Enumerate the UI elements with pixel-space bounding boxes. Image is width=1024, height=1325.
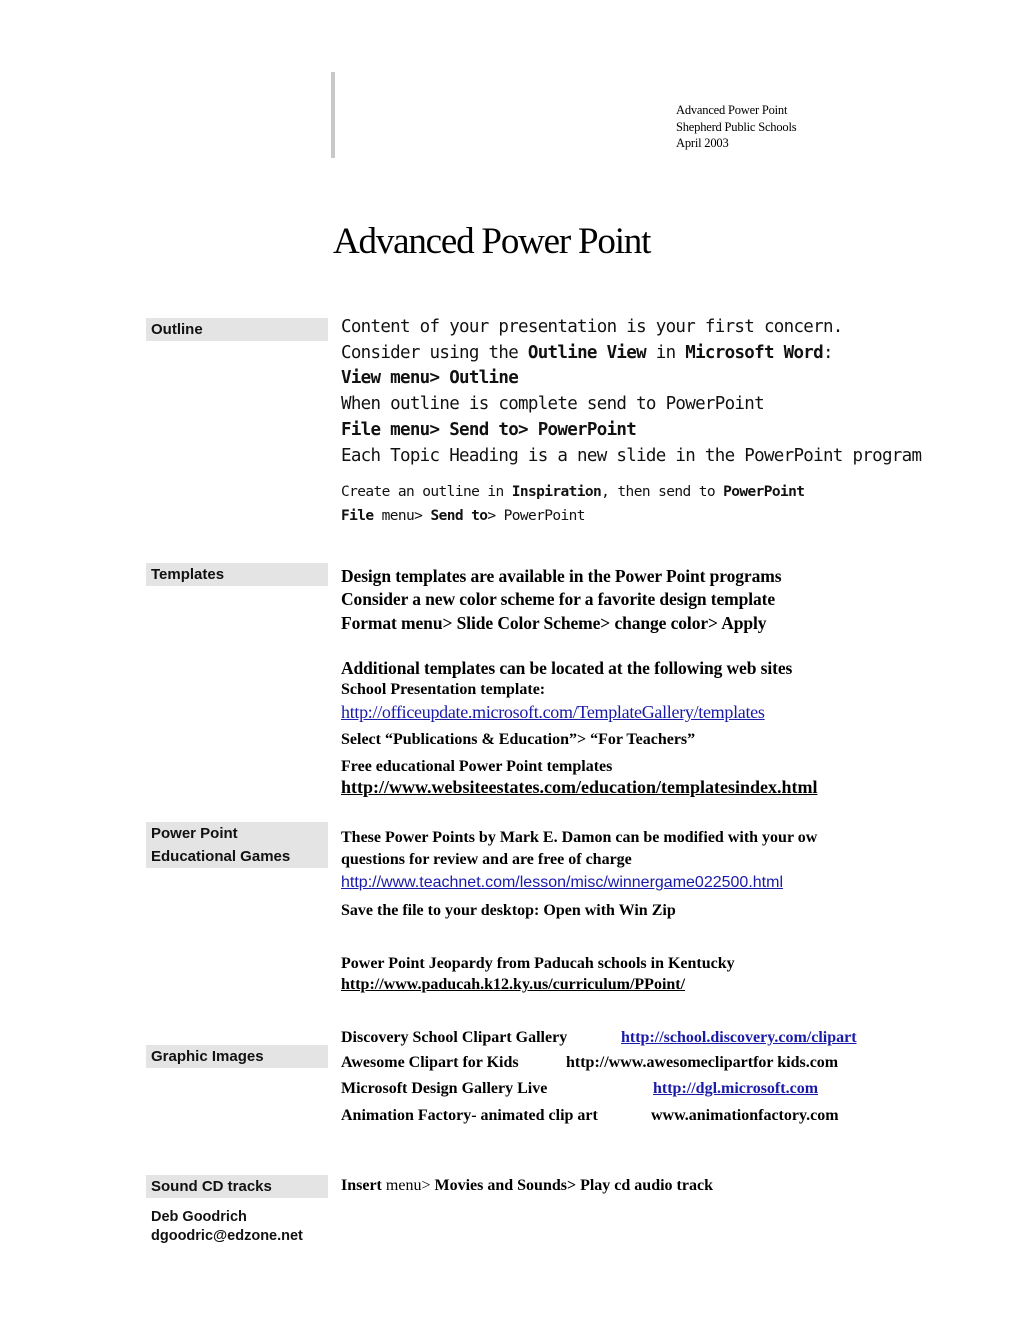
templates-line-4: Additional templates can be located at the following web sites <box>341 658 793 678</box>
author-email: dgoodric@edzone.net <box>151 1228 303 1244</box>
games-line-5: Power Point Jeopardy from Paducah schools in Kentucky <box>341 955 735 972</box>
games-line-2: questions for review and are free of charge <box>341 851 632 868</box>
graphics-row-4-url: www.animationfactory.com <box>651 1107 839 1124</box>
outline-line-5: File menu> Send to> PowerPoint <box>341 420 637 440</box>
templates-line-3: Format menu> Slide Color Scheme> change color> Apply <box>341 613 767 633</box>
author-contact <box>151 1208 303 1246</box>
outline-line-7: Create an outline in Inspiration, then send to PowerPoint <box>341 484 805 500</box>
templates-line-1: Design templates are available in the Power Point programs <box>341 566 782 586</box>
graphics-row-2-name: Awesome Clipart for Kids <box>341 1054 519 1071</box>
templates-line-7: Select “Publications & Education”> “For Teachers” <box>341 731 696 748</box>
templates-link-websiteestates[interactable]: http://www.websiteestates.com/education/templatesindex.html <box>341 777 818 797</box>
games-link-teachnet[interactable]: http://www.teachnet.com/lesson/misc/winnergame022500.html <box>341 874 783 891</box>
section-label-sound: Sound CD tracks <box>146 1175 328 1198</box>
outline-line-2: Consider using the Outline View in Microsoft Word: <box>341 343 833 363</box>
games-label-line-1: Power Point <box>151 825 238 842</box>
games-line-4: Save the file to your desktop: Open with Win Zip <box>341 902 676 919</box>
header-date: April 2003 <box>676 136 729 150</box>
outline-line-4: When outline is complete send to PowerPoint <box>341 394 764 414</box>
document-header <box>676 102 796 152</box>
section-label-templates: Templates <box>146 563 328 586</box>
templates-link-office[interactable]: http://officeupdate.microsoft.com/TemplateGallery/templates <box>341 702 765 722</box>
outline-line-3: View menu> Outline <box>341 368 519 388</box>
graphics-row-3-name: Microsoft Design Gallery Live <box>341 1080 548 1097</box>
templates-line-8: Free educational Power Point templates <box>341 758 613 775</box>
outline-line-6: Each Topic Heading is a new slide in the PowerPoint program <box>341 446 922 466</box>
section-label-outline: Outline <box>146 318 328 341</box>
author-name: Deb Goodrich <box>151 1209 247 1225</box>
graphics-row-1 <box>341 1029 881 1047</box>
section-label-graphics: Graphic Images <box>146 1045 328 1068</box>
vertical-rule <box>331 72 335 158</box>
templates-line-2: Consider a new color scheme for a favorite design template <box>341 589 776 609</box>
outline-line-1: Content of your presentation is your first concern. <box>341 317 843 337</box>
sound-line-1: Insert menu> Movies and Sounds> Play cd audio track <box>341 1177 713 1194</box>
graphics-row-3 <box>341 1080 881 1098</box>
page-title: Advanced Power Point <box>333 221 651 262</box>
graphics-row-2 <box>341 1054 881 1072</box>
header-organization: Shepherd Public Schools <box>676 119 797 134</box>
graphics-row-1-link[interactable]: http://school.discovery.com/clipart <box>621 1029 857 1046</box>
games-label-line-2: Educational Games <box>151 848 291 865</box>
graphics-row-2-url: http://www.awesomeclipartfor kids.com <box>566 1054 839 1071</box>
graphics-row-3-link[interactable]: http://dgl.microsoft.com <box>653 1080 819 1097</box>
header-title: Advanced Power Point <box>676 103 788 117</box>
templates-line-5: School Presentation template: <box>341 681 546 698</box>
graphics-row-4-name: Animation Factory- animated clip art <box>341 1107 598 1124</box>
outline-line-8: File menu> Send to> PowerPoint <box>341 508 585 524</box>
section-label-games <box>146 822 328 868</box>
games-link-paducah[interactable]: http://www.paducah.k12.ky.us/curriculum/PPoint/ <box>341 976 686 993</box>
graphics-row-1-name: Discovery School Clipart Gallery <box>341 1029 568 1046</box>
games-line-1: These Power Points by Mark E. Damon can be modified with your ow <box>341 829 818 846</box>
graphics-row-4 <box>341 1107 881 1125</box>
